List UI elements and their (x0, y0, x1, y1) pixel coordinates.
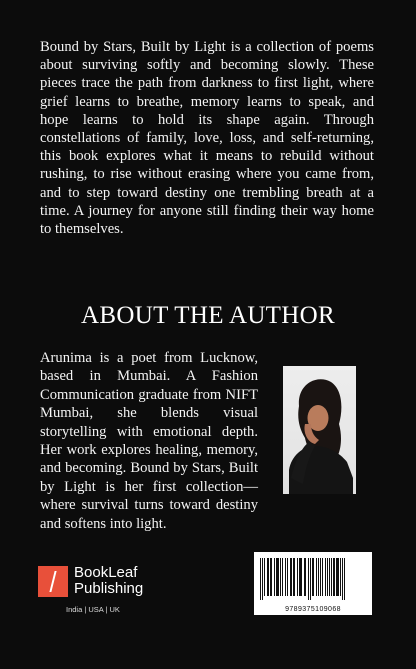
publisher-name-line2: Publishing (74, 580, 144, 597)
author-photo (283, 366, 356, 494)
about-author-heading: ABOUT THE AUTHOR (81, 302, 335, 329)
isbn-number: 9789375109068 (285, 606, 341, 613)
publisher-name (74, 565, 143, 597)
publisher-name-line1: BookLeaf (74, 564, 138, 581)
author-bio: Arunima is a poet from Lucknow, based in Mumbai. A Fashion Communication graduate from NIFT Mumbai, she blends visual storytelling with emotional depth. Her work explores healing, memory, and becoming. Bound by Stars, Built by Light is her first collection—where survival turns toward destiny and softens into light. (40, 350, 258, 532)
barcode-bars (259, 558, 367, 600)
book-blurb: Bound by Stars, Built by Light is a collection of poems about surviving softly and becoming slowly. These pieces trace the path from darkness to first light, where grief learns to breathe, memory learns to speak, and hope learns to hold its shape again. Through constellations of family, love, loss, and self-returning, this book explores what it means to rebuild without rushing, to rise without erasing where you came from, and to step toward destiny one trembling breath at a time. A journey for anyone still finding their way home to themselves. (40, 39, 374, 238)
isbn-barcode (254, 552, 372, 615)
publisher-logo (38, 566, 178, 636)
bookleaf-logo-icon (38, 566, 68, 597)
publisher-regions: India | USA | UK (66, 605, 120, 614)
